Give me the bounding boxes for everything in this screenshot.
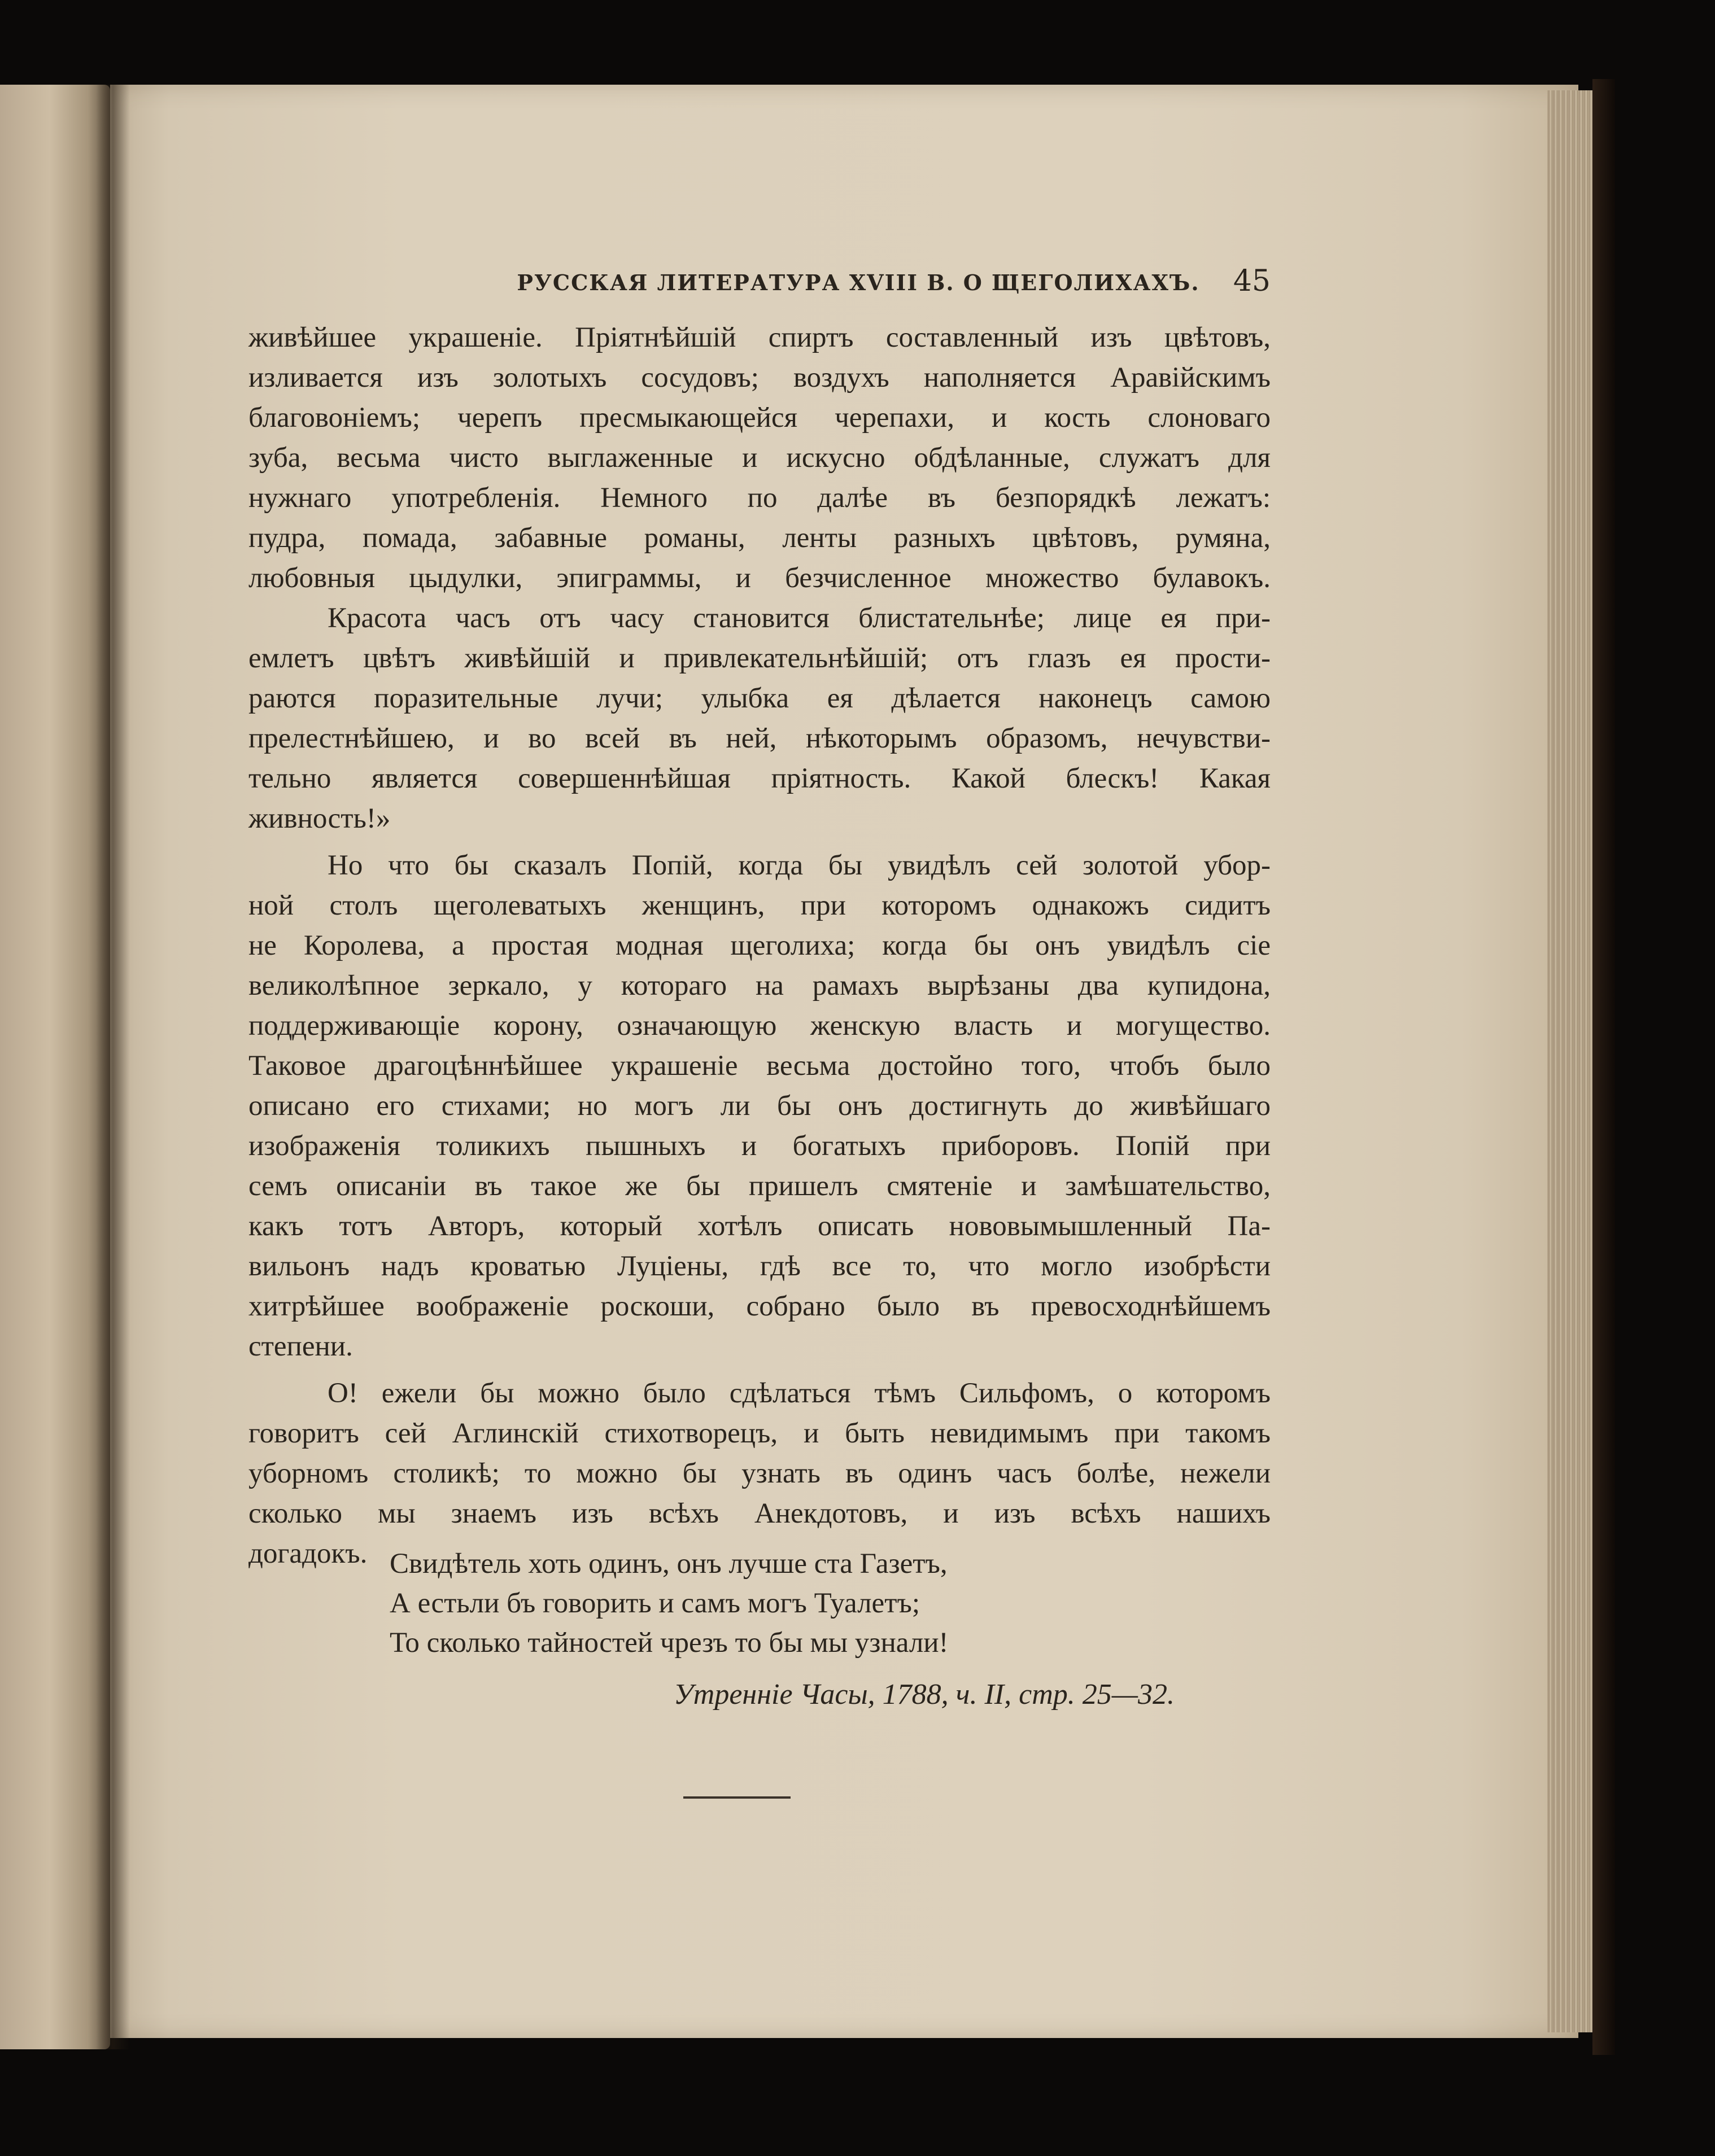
text-line: нужнаго употребленія. Немного по далѣе въ безпорядкѣ лежатъ: xyxy=(248,482,1271,514)
text-line: семъ описаніи въ такое же бы пришелъ смятеніе и замѣшательство, xyxy=(248,1170,1271,1202)
verse-line: Свидѣтель хоть одинъ, онъ лучше ста Газетъ, xyxy=(390,1548,948,1580)
verse-line: А естьли бъ говорить и самъ могъ Туалетъ; xyxy=(390,1588,920,1619)
text-line: какъ тотъ Авторъ, который хотѣлъ описать нововымышленный Па- xyxy=(248,1210,1271,1242)
text-line: ной столъ щеголеватыхъ женщинъ, при которомъ однакожъ сидитъ xyxy=(248,890,1271,921)
text-line: раются поразительные лучи; улыбка ея дѣлается наконецъ самою xyxy=(248,683,1271,714)
text-line: великолѣпное зеркало, у котораго на рамахъ вырѣзаны два купидона, xyxy=(248,970,1271,1002)
running-title: РУССКАЯ ЛИТЕРАТУРА XVIII В. О ЩЕГОЛИХАХЪ. xyxy=(517,270,1200,295)
text-line: изображенія толикихъ пышныхъ и богатыхъ приборовъ. Попій при xyxy=(248,1130,1271,1162)
text-line: степени. xyxy=(248,1331,353,1362)
text-line: не Королева, а простая модная щеголиха; когда бы онъ увидѣлъ сіе xyxy=(248,930,1271,961)
text-line: Красота часъ отъ часу становится блистательнѣе; лице ея при- xyxy=(328,602,1271,634)
text-line: хитрѣйшее воображеніе роскоши, собрано было въ превосходнѣйшемъ xyxy=(248,1291,1271,1322)
text-line: описано его стихами; но могъ ли бы онъ достигнуть до живѣйшаго xyxy=(248,1090,1271,1122)
source-citation: Утренніе Часы, 1788, ч. II, стр. 25—32. xyxy=(673,1678,1175,1711)
text-line: тельно является совершеннѣйшая пріятность. Какой блескъ! Какая xyxy=(248,763,1271,794)
text-line: уборномъ столикѣ; то можно бы узнать въ одинъ часъ болѣе, нежели xyxy=(248,1458,1271,1489)
facing-page-edge xyxy=(0,85,110,2049)
text-line: живѣйшее украшеніе. Пріятнѣйшій спиртъ составленный изъ цвѣтовъ, xyxy=(248,322,1271,353)
text-line: зуба, весьма чисто выглаженные и искусно обдѣланные, служатъ для xyxy=(248,442,1271,474)
text-line: прелестнѣйшею, и во всей въ ней, нѣкоторымъ образомъ, нечувстви- xyxy=(248,723,1271,754)
text-line: О! ежели бы можно было сдѣлаться тѣмъ Сильфомъ, о которомъ xyxy=(328,1377,1271,1409)
text-line: изливается изъ золотыхъ сосудовъ; воздухъ наполняется Аравійскимъ xyxy=(248,362,1271,393)
text-line: любовныя цыдулки, эпиграммы, и безчисленное множество булавокъ. xyxy=(248,562,1271,594)
text-line: вильонъ надъ кроватью Луціены, гдѣ все то, что могло изобрѣсти xyxy=(248,1250,1271,1282)
text-line: благовоніемъ; черепъ пресмыкающейся черепахи, и кость слоноваго xyxy=(248,402,1271,434)
text-line: Таковое драгоцѣннѣйшее украшеніе весьма достойно того, чтобъ было xyxy=(248,1050,1271,1082)
text-line: поддерживающіе корону, означающую женскую власть и могущество. xyxy=(248,1010,1271,1042)
text-line: сколько мы знаемъ изъ всѣхъ Анекдотовъ, и изъ всѣхъ нашихъ xyxy=(248,1498,1271,1529)
verse-line: То сколько тайностей чрезъ то бы мы узнали! xyxy=(390,1627,949,1659)
text-line: емлетъ цвѣтъ живѣйшій и привлекательнѣйшій; отъ глазъ ея прости- xyxy=(248,642,1271,674)
text-line: говоритъ сей Аглинскій стихотворецъ, и быть невидимымъ при такомъ xyxy=(248,1418,1271,1449)
verse-quote xyxy=(390,1544,1124,1663)
body-text xyxy=(248,318,1271,1574)
book-gutter xyxy=(96,85,130,2049)
text-line: живность!» xyxy=(248,803,391,834)
page-number: 45 xyxy=(1233,264,1271,298)
text-line: Но что бы сказалъ Попій, когда бы увидѣлъ сей золотой убор- xyxy=(328,850,1271,881)
section-rule xyxy=(683,1796,791,1799)
text-line: пудра, помада, забавные романы, ленты разныхъ цвѣтовъ, румяна, xyxy=(248,522,1271,554)
text-line: догадокъ. xyxy=(248,1538,368,1569)
book-cover-edge xyxy=(1592,79,1615,2055)
